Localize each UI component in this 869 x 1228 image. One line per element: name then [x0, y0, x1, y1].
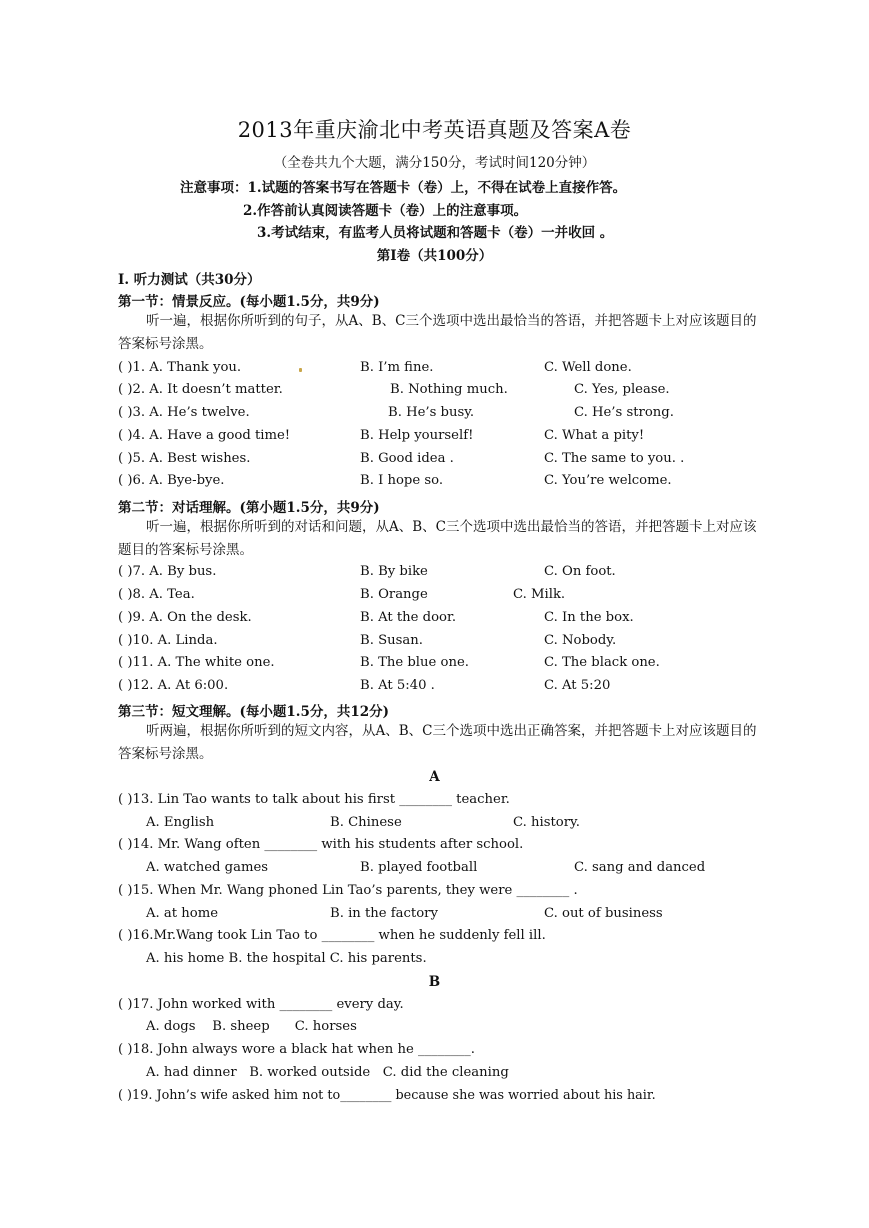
question-stem: ( )13. Lin Tao wants to talk about his first ________ teacher.: [118, 792, 510, 807]
option-c: C. Nobody.: [544, 633, 617, 648]
option-a: A. English: [146, 815, 215, 830]
options-text: A. his home B. the hospital C. his parents.: [146, 951, 427, 966]
section-2-instructions: [118, 516, 758, 561]
option-b: B. Good idea .: [360, 451, 454, 466]
option-b: B. Orange: [360, 587, 428, 602]
option-c: C. At 5:20: [544, 678, 611, 693]
question-stem: ( )4. A. Have a good time!: [118, 428, 291, 443]
question-stem: ( )17. John worked with ________ every day.: [118, 997, 404, 1012]
question-stem: ( )2. A. It doesn’t matter.: [118, 382, 283, 397]
page-title: 2013年重庆渝北中考英语真题及答案A卷: [237, 118, 632, 142]
option-a: A. watched games: [146, 860, 269, 875]
section-1-instructions-text: 听一遍，根据你所听到的句子，从A、B、C三个选项中选出最恰当的答语，并把答题卡上对应该题目的答案标号涂黑。: [118, 313, 757, 352]
question-stem: ( )10. A. Linda.: [118, 633, 218, 648]
option-b: B. Susan.: [360, 633, 423, 648]
section-2-heading: 第二节：对话理解。(第小题1.5分，共9分): [118, 500, 380, 516]
option-c: C. The same to you. .: [544, 451, 685, 466]
option-c: C. He’s strong.: [574, 405, 674, 420]
options-text: A. dogs B. sheep C. horses: [146, 1019, 357, 1034]
question-stem: ( )9. A. On the desk.: [118, 610, 252, 625]
option-c: C. You’re welcome.: [544, 473, 672, 488]
option-c: C. On foot.: [544, 564, 616, 579]
note-1: 注意事项：1.试题的答案书写在答题卡（卷）上，不得在试卷上直接作答。: [180, 180, 627, 196]
question-stem: ( )3. A. He’s twelve.: [118, 405, 250, 420]
option-c: C. Milk.: [513, 587, 566, 602]
question-stem: ( )11. A. The white one.: [118, 655, 275, 670]
option-c: C. out of business: [544, 906, 663, 921]
option-b: B. I hope so.: [360, 473, 444, 488]
question-stem: ( )19. John’s wife asked him not to________ because she was worried about his hair.: [118, 1088, 656, 1103]
option-c: C. sang and danced: [574, 860, 706, 875]
section-3-instructions: [118, 720, 758, 765]
question-stem: ( )8. A. Tea.: [118, 587, 195, 602]
section-1-instructions: [118, 310, 758, 355]
option-b: B. He’s busy.: [388, 405, 475, 420]
option-b: B. Nothing much.: [390, 382, 508, 397]
option-c: C. In the box.: [544, 610, 634, 625]
option-b: B. By bike: [360, 564, 428, 579]
option-b: B. played football: [360, 860, 478, 875]
question-stem: ( )15. When Mr. Wang phoned Lin Tao’s parents, they were ________ .: [118, 883, 578, 898]
section-1-heading: 第一节：情景反应。(每小题1.5分，共9分): [118, 294, 380, 310]
option-a: A. at home: [146, 906, 219, 921]
option-b: B. in the factory: [330, 906, 438, 921]
option-c: C. Yes, please.: [574, 382, 670, 397]
passage-b-label: B: [428, 974, 441, 990]
note-2: 2.作答前认真阅读答题卡（卷）上的注意事项。: [243, 203, 528, 219]
option-c: C. The black one.: [544, 655, 660, 670]
options-text: A. had dinner B. worked outside C. did the cleaning: [146, 1065, 509, 1080]
option-b: B. At the door.: [360, 610, 457, 625]
option-b: B. At 5:40 .: [360, 678, 435, 693]
section-3-instructions-text: 听两遍，根据你所听到的短文内容，从A、B、C三个选项中选出正确答案，并把答题卡上对应该题目的答案标号涂黑。: [118, 723, 757, 762]
question-stem: ( )14. Mr. Wang often ________ with his students after school.: [118, 837, 524, 852]
option-b: B. I’m fine.: [360, 360, 434, 375]
question-stem: ( )5. A. Best wishes.: [118, 451, 251, 466]
volume-heading: 第Ⅰ卷（共100分）: [376, 248, 493, 264]
note-3: 3.考试结束，有监考人员将试题和答题卡（卷）一并收回 。: [257, 225, 614, 241]
part-1-heading: I. 听力测试（共30分）: [118, 272, 261, 288]
question-stem: ( )12. A. At 6:00.: [118, 678, 229, 693]
option-b: B. Help yourself!: [360, 428, 474, 443]
option-b: B. The blue one.: [360, 655, 469, 670]
passage-a-label: A: [429, 769, 440, 785]
option-c: C. Well done.: [544, 360, 632, 375]
option-c: C. history.: [513, 815, 580, 830]
stray-mark: [299, 368, 302, 372]
option-b: B. Chinese: [330, 815, 402, 830]
question-stem: ( )16.Mr.Wang took Lin Tao to ________ when he suddenly fell ill.: [118, 928, 546, 943]
section-2-instructions-text: 听一遍，根据你所听到的对话和问题，从A、B、C三个选项中选出最恰当的答语，并把答题卡上对应该题目的答案标号涂黑。: [118, 519, 757, 558]
section-3-heading: 第三节：短文理解。(每小题1.5分，共12分): [118, 704, 390, 720]
question-stem: ( )1. A. Thank you.: [118, 360, 242, 375]
question-stem: ( )6. A. Bye-bye.: [118, 473, 225, 488]
exam-subtitle: （全卷共九个大题，满分150分，考试时间120分钟）: [273, 155, 596, 171]
question-stem: ( )18. John always wore a black hat when he ________.: [118, 1042, 475, 1057]
question-stem: ( )7. A. By bus.: [118, 564, 217, 579]
option-c: C. What a pity!: [544, 428, 645, 443]
